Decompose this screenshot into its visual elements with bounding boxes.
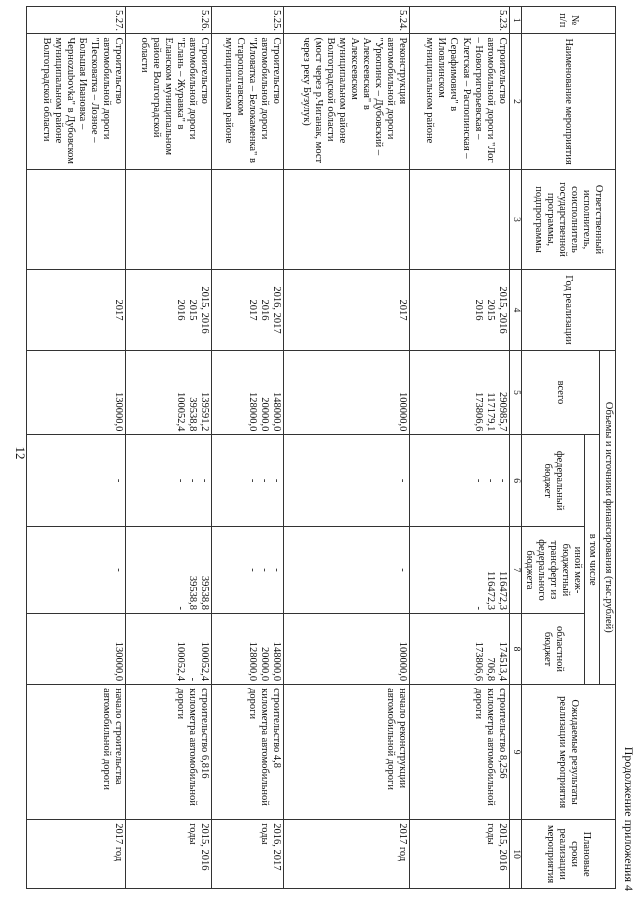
col-index: 2 [509, 34, 521, 169]
col-index: 7 [509, 526, 521, 613]
row-num: 5.24. [283, 7, 410, 34]
row-result: начало строительства автомобильной дороги [27, 685, 126, 820]
col-index: 9 [509, 685, 521, 820]
row-executor [126, 169, 212, 270]
row-years: 2016, 2017 2016 2017 [211, 270, 283, 350]
row-federal: - - - [126, 435, 212, 527]
row-regional: 130000,0 [27, 614, 126, 685]
row-federal: - [283, 435, 410, 527]
row-regional: 148000,0 20000,0 128000,0 [211, 614, 283, 685]
row-total: 290985,7 117179,1 173806,6 [410, 350, 509, 435]
header-financing: Объемы и источники финансирования (тыс.рублей) [600, 350, 616, 684]
col-index: 8 [509, 614, 521, 685]
row-name: Строительство автомобильной дороги "Песковатка – Лозное – Большая Ивановка – Черноzubovka" в Дубовском муниципальном районе Волгоградской области [27, 34, 126, 169]
row-federal: - - - [410, 435, 509, 527]
header-num: № п/п [521, 7, 615, 34]
row-result: строительство 4,8 километра автомобильной дороги [211, 685, 283, 820]
row-federal: - - - [211, 435, 283, 527]
header-incl: в том числе [584, 435, 599, 685]
table-row [410, 7, 509, 889]
row-interbudget: - [283, 526, 410, 613]
row-total: 100000,0 [283, 350, 410, 435]
row-name: Строительство автомобильной дороги "Елань – Журавка" в Еланском муниципальном районе Волгоградской области [126, 34, 212, 169]
row-name: Строительство автомобильной дороги "Лог – Новогригорьевская – Клетская – Распопинская – Серафимович" в Иловлинском муниципальном районе [410, 34, 509, 169]
table-row [27, 7, 126, 889]
header-federal: федеральный бюджет [521, 435, 584, 527]
row-interbudget: 39538,8 39538,8 - [126, 526, 212, 613]
header-expected: Ожидаемые результаты реализации мероприятия [521, 685, 615, 820]
header-planned: Плановые сроки реализации мероприятия [521, 820, 615, 889]
row-executor [283, 169, 410, 270]
row-num: 5.25. [211, 7, 283, 34]
col-index: 4 [509, 270, 521, 350]
row-result: начало реконструкции автомобильной дороги [283, 685, 410, 820]
row-term: 2015, 2016 годы [410, 820, 509, 889]
row-num: 5.26. [126, 7, 212, 34]
row-federal: - [27, 435, 126, 527]
row-num: 5.23. [410, 7, 509, 34]
row-interbudget: - [27, 526, 126, 613]
row-interbudget: 116472,3 116472,3 - [410, 526, 509, 613]
header-name: Наименование мероприятия [521, 34, 615, 169]
col-index: 6 [509, 435, 521, 527]
row-years: 2017 [283, 270, 410, 350]
table-row [283, 7, 410, 889]
row-term: 2016, 2017 годы [211, 820, 283, 889]
row-years: 2015, 2016 2015 2016 [126, 270, 212, 350]
col-index: 3 [509, 169, 521, 270]
row-name: Реконструкция автомобильной дороги "Урюпинск – Дубовский – Алексеевская" в Алексеевском муниципальном районе Волгоградской области (мост через р.Чиганак, мост через реку Бузулук) [283, 34, 410, 169]
header-total: всего [521, 350, 599, 435]
row-term: 2017 год [283, 820, 410, 889]
header-regional: областной бюджет [521, 614, 584, 685]
row-regional: 100000,0 [283, 614, 410, 685]
continuation-caption: Продолжение приложения 4 [622, 746, 636, 891]
header-executor: Ответственный исполнитель, соисполнитель государственной программы, подпрограммы [521, 169, 615, 270]
row-executor [410, 169, 509, 270]
row-total: 139591,2 39538,8 100052,4 [126, 350, 212, 435]
col-index: 5 [509, 350, 521, 435]
financing-table [26, 6, 616, 889]
row-interbudget: - - - [211, 526, 283, 613]
header-year: Год реализации [521, 270, 615, 350]
col-index: 10 [509, 820, 521, 889]
row-regional: 100052,4 - 100052,4 [126, 614, 212, 685]
table-row [211, 7, 283, 889]
row-num: 5.27. [27, 7, 126, 34]
row-years: 2015, 2016 2015 2016 [410, 270, 509, 350]
row-total: 130000,0 [27, 350, 126, 435]
col-index: 1 [509, 7, 521, 34]
row-term: 2015, 2016 годы [126, 820, 212, 889]
row-years: 2017 [27, 270, 126, 350]
row-total: 148000,0 20000,0 128000,0 [211, 350, 283, 435]
column-index-row [509, 7, 521, 889]
row-regional: 174513,4 706,8 173806,6 [410, 614, 509, 685]
table-row [126, 7, 212, 889]
row-term: 2017 год [27, 820, 126, 889]
row-result: строительство 6,816 километра автомобильной дороги [126, 685, 212, 820]
row-executor [211, 169, 283, 270]
page-number: 12 [13, 446, 28, 460]
header-interbudget: иной меж-бюджетный трансферт из федерального бюджета [521, 526, 584, 613]
row-name: Строительство автомобильной дороги "Иловатка – Белокаменка" в Старополтавском муниципальном районе [211, 34, 283, 169]
row-executor [27, 169, 126, 270]
row-result: строительство 8,256 километра автомобильной дороги [410, 685, 509, 820]
